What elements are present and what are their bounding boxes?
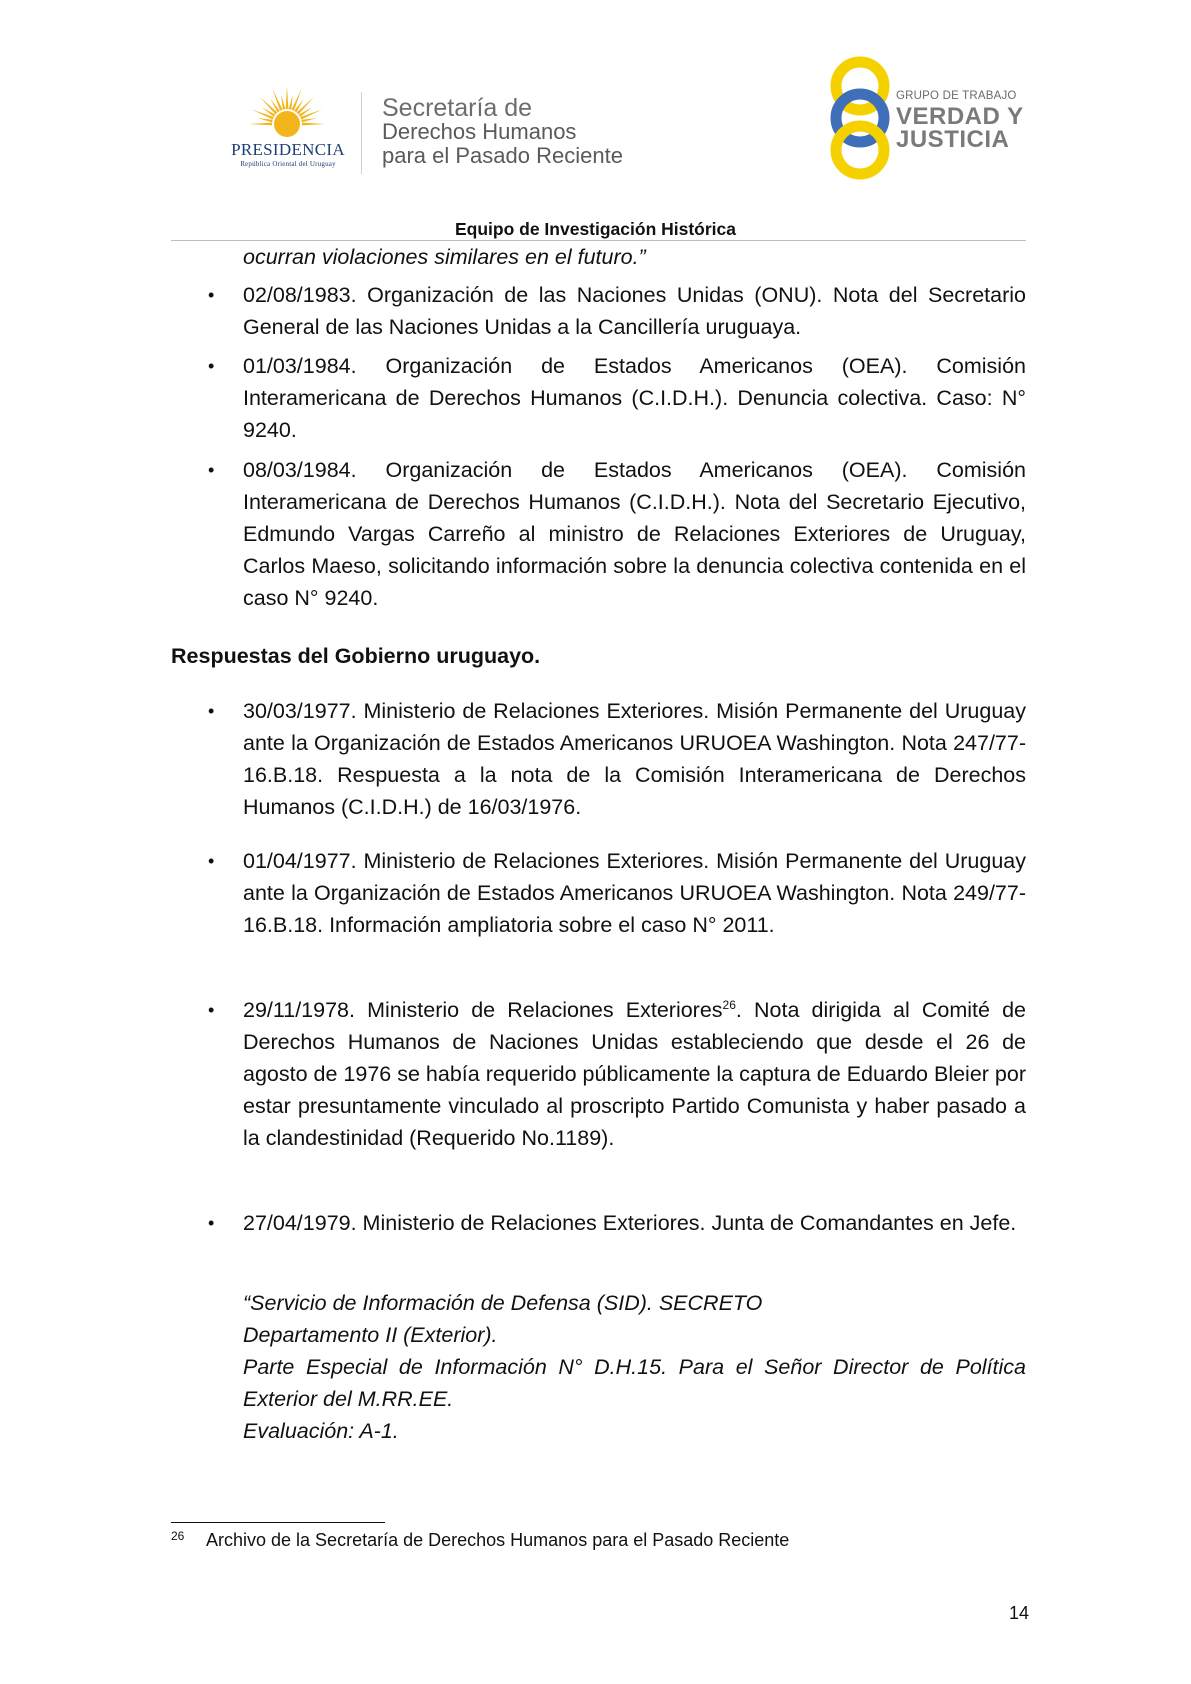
list-item: 30/03/1977. Ministerio de Relaciones Exteriores. Misión Permanente del Uruguay ante la Organización de Estados Americanos URUOEA Washington. Nota 247/77-16.B.18. Respuesta a la nota de la Comisión Interamericana de Derechos Humanos (C.I.D.H.) de 16/03/1976. — [243, 699, 1026, 819]
list-item: 01/04/1977. Ministerio de Relaciones Exteriores. Misión Permanente del Uruguay ante la Organización de Estados Americanos URUOEA Washington. Nota 249/77-16.B.18. Información ampliatoria sobre el caso N° 2011. — [243, 849, 1026, 937]
intro-fragment: ocurran violaciones similares en el futuro.” — [243, 245, 646, 269]
bullet-symbol: • — [208, 701, 215, 721]
gtvj-label-small: GRUPO DE TRABAJO — [896, 90, 1017, 102]
secretaria-line-2: Derechos Humanos — [382, 119, 577, 144]
sun-ray — [286, 86, 289, 109]
section-heading: Respuestas del Gobierno uruguayo. — [171, 644, 541, 668]
list-item: 02/08/1983. Organización de las Naciones Unidas (ONU). Nota del Secretario General de las Naciones Unidas a la Cancillería uruguaya. — [243, 283, 1026, 339]
presidencia-sublabel: República Oriental del Uruguay — [240, 160, 336, 168]
bullet-symbol: • — [208, 285, 215, 305]
list-item: 27/04/1979. Ministerio de Relaciones Exteriores. Junta de Comandantes en Jefe. — [243, 1211, 1017, 1235]
sun-ray — [281, 95, 285, 110]
sun-ray — [249, 123, 272, 126]
sun-ray — [289, 95, 293, 110]
presidencia-label: PRESIDENCIA — [231, 140, 345, 159]
bullet-symbol: • — [208, 460, 215, 480]
secretaria-title — [382, 96, 623, 168]
sun-ray — [291, 89, 301, 111]
list-item-text-before: 29/11/1978. Ministerio de Relaciones Exteriores — [243, 998, 723, 1022]
quote-line: Parte Especial de Información N° D.H.15. Para el Señor Director de Política Exterior del M.RR.EE. — [243, 1355, 1026, 1411]
quote-line: “Servicio de Información de Defensa (SID). SECRETO — [243, 1291, 763, 1315]
sun-ray — [252, 109, 274, 119]
gtvj-label-verdad: VERDAD Y — [896, 103, 1024, 130]
footnote-separator — [171, 1522, 385, 1523]
sun-ray — [300, 109, 322, 119]
footnote-text: Archivo de la Secretaría de Derechos Humanos para el Pasado Reciente — [206, 1530, 790, 1550]
bullet-symbol: • — [208, 1000, 215, 1020]
sun-ray — [302, 123, 325, 126]
interlinked-rings-logo-icon — [820, 56, 900, 180]
quote-line: Evaluación: A-1. — [243, 1419, 399, 1443]
footnote-number: 26 — [171, 1529, 185, 1543]
page-number: 14 — [1008, 1603, 1029, 1623]
sun-ray — [272, 89, 282, 111]
page-header — [0, 0, 1191, 250]
bullet-symbol: • — [208, 851, 215, 871]
list-item — [243, 994, 1026, 1154]
gtvj-label-justicia: JUSTICIA — [896, 126, 1010, 153]
bullet-symbol: • — [208, 356, 215, 376]
header-divider — [361, 92, 362, 174]
footnote-reference[interactable]: 26 — [722, 997, 736, 1012]
secretaria-line-1: Secretaría de — [382, 94, 533, 122]
list-item-text-after: . Nota dirigida al Comité de Derechos Humanos de Naciones Unidas estableciendo que desde el 26 de agosto de 1976 se había requerido públicamente la captura de Eduardo Bleier por estar presuntamente vinculado al proscripto Partido Comunista y haber pasado a la clandestinidad (Requerido No.1189). — [243, 998, 1026, 1150]
bullet-symbol: • — [208, 1213, 215, 1233]
sun-ray — [258, 118, 273, 122]
list-item: 01/03/1984. Organización de Estados Americanos (OEA). Comisión Interamericana de Derechos Humanos (C.I.D.H.). Denuncia colectiva. Caso: N° 9240. — [243, 354, 1026, 442]
list-item: 08/03/1984. Organización de Estados Americanos (OEA). Comisión Interamericana de Derechos Humanos (C.I.D.H.). Nota del Secretario Ejecutivo, Edmundo Vargas Carreño al ministro de Relaciones Exteriores de Uruguay, Carlos Maeso, solicitando información sobre la denuncia colectiva contenida en el caso N° 9240. — [243, 458, 1026, 610]
sun-ray — [301, 118, 316, 122]
quote-line: Departamento II (Exterior). — [243, 1323, 498, 1347]
team-title: Equipo de Investigación Histórica — [454, 219, 737, 239]
secretaria-line-3: para el Pasado Reciente — [382, 143, 623, 168]
